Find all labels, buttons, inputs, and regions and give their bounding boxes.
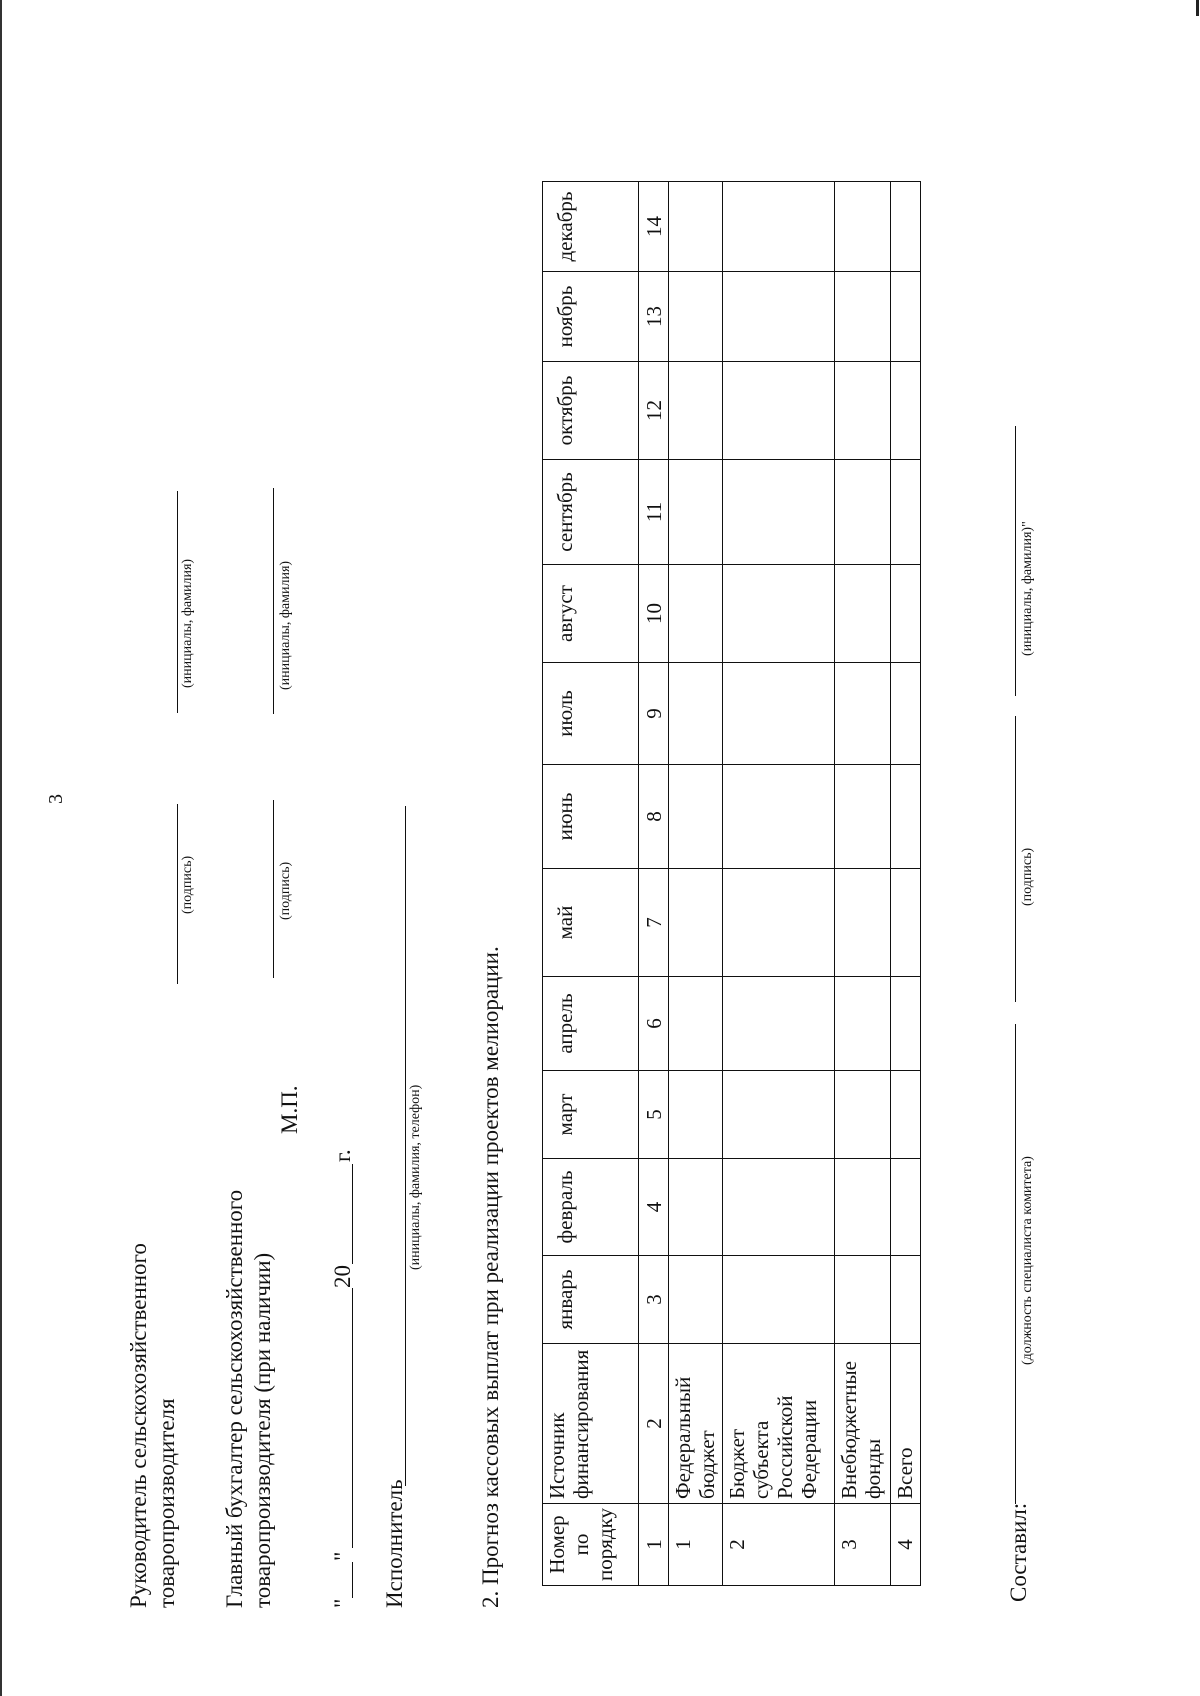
- column-number: 13: [639, 272, 669, 362]
- value-cell: [835, 272, 891, 362]
- head-name-caption: (инициалы, фамилия): [180, 558, 195, 688]
- column-number: 6: [639, 977, 669, 1071]
- value-cell: [835, 1159, 891, 1256]
- head-name-line: [177, 491, 178, 713]
- value-cell: [835, 362, 891, 460]
- column-number: 1: [639, 1504, 669, 1586]
- column-number: 10: [639, 565, 669, 663]
- value-cell: [723, 1159, 835, 1256]
- compiled-position-line: [1015, 1024, 1016, 1504]
- column-number: 5: [639, 1071, 669, 1159]
- executor-label: Исполнитель: [382, 1479, 407, 1608]
- value-cell: [669, 565, 723, 663]
- accountant-sign-line: [273, 800, 274, 978]
- compiled-sign-line: [1015, 716, 1016, 1002]
- compiled-label: Составил:: [1006, 1502, 1031, 1602]
- head-title-line2: товаропроизводителя: [154, 1398, 179, 1608]
- date-month-line: [352, 1288, 353, 1548]
- value-cell: [835, 765, 891, 869]
- value-cell: [723, 1071, 835, 1159]
- payments-forecast-table: [542, 181, 921, 1586]
- executor-line: [405, 806, 406, 1486]
- row-number: 2: [723, 1504, 835, 1586]
- column-number: 14: [639, 182, 669, 272]
- header-cell-march: март: [543, 1071, 639, 1159]
- row-source: Бюджет субъекта Российской Федерации: [723, 1344, 835, 1504]
- value-cell: [723, 663, 835, 765]
- value-cell: [669, 1256, 723, 1344]
- column-number: 11: [639, 460, 669, 565]
- date-year-suffix: г.: [330, 1149, 355, 1162]
- date-quote-close: ": [330, 1551, 355, 1561]
- row-number: 3: [835, 1504, 891, 1586]
- header-cell-april: апрель: [543, 977, 639, 1071]
- header-cell-january: январь: [543, 1256, 639, 1344]
- value-cell: [669, 977, 723, 1071]
- compiled-sign-caption: (подпись): [1020, 847, 1035, 906]
- value-cell: [891, 362, 921, 460]
- compiled-position-caption: (должность специалиста комитета): [1020, 1156, 1035, 1365]
- value-cell: [669, 182, 723, 272]
- row-number: 4: [891, 1504, 921, 1586]
- header-cell-august: август: [543, 565, 639, 663]
- compiled-name-caption: (инициалы, фамилия)": [1020, 521, 1035, 656]
- value-cell: [723, 1256, 835, 1344]
- header-row: [543, 182, 639, 1586]
- accountant-name-line: [273, 488, 274, 714]
- value-cell: [891, 663, 921, 765]
- header-cell-may: май: [543, 869, 639, 977]
- value-cell: [723, 272, 835, 362]
- column-number: 7: [639, 869, 669, 977]
- header-cell-october: октябрь: [543, 362, 639, 460]
- value-cell: [669, 663, 723, 765]
- value-cell: [723, 182, 835, 272]
- section-title: 2. Прогноз кассовых выплат при реализации проектов мелиорации.: [478, 946, 503, 1608]
- page-number: 3: [45, 794, 67, 804]
- value-cell: [891, 565, 921, 663]
- compiled-name-line: [1015, 426, 1016, 696]
- header-cell-source: Источник финансирования: [543, 1344, 639, 1504]
- value-cell: [669, 272, 723, 362]
- value-cell: [835, 1071, 891, 1159]
- value-cell: [669, 1071, 723, 1159]
- value-cell: [723, 565, 835, 663]
- header-cell-december: декабрь: [543, 182, 639, 272]
- date-day-line: [352, 1562, 353, 1598]
- value-cell: [835, 663, 891, 765]
- value-cell: [723, 460, 835, 565]
- table-row: [835, 182, 891, 1586]
- value-cell: [723, 977, 835, 1071]
- head-sign-caption: (подпись): [180, 855, 195, 914]
- value-cell: [669, 869, 723, 977]
- row-number: 1: [669, 1504, 723, 1586]
- date-year-line: [352, 1164, 353, 1264]
- header-cell-number: Номер по порядку: [543, 1504, 639, 1586]
- accountant-title-line2: товаропроизводителя (при наличии): [250, 1252, 275, 1608]
- accountant-sign-caption: (подпись): [278, 861, 293, 920]
- head-sign-line: [177, 804, 178, 984]
- value-cell: [835, 182, 891, 272]
- executor-caption: (инициалы, фамилия, телефон): [408, 1084, 423, 1270]
- value-cell: [891, 1071, 921, 1159]
- value-cell: [891, 460, 921, 565]
- date-quote-open: ": [330, 1598, 355, 1608]
- stamp-label: М.П.: [277, 1085, 302, 1134]
- value-cell: [891, 1256, 921, 1344]
- column-number-row: [639, 182, 669, 1586]
- value-cell: [835, 1256, 891, 1344]
- column-number: 12: [639, 362, 669, 460]
- header-cell-june: июнь: [543, 765, 639, 869]
- value-cell: [835, 869, 891, 977]
- value-cell: [669, 765, 723, 869]
- value-cell: [669, 362, 723, 460]
- value-cell: [891, 1159, 921, 1256]
- header-cell-september: сентябрь: [543, 460, 639, 565]
- value-cell: [723, 869, 835, 977]
- row-source: Внебюджетные фонды: [835, 1344, 891, 1504]
- value-cell: [891, 869, 921, 977]
- value-cell: [669, 460, 723, 565]
- row-source: Федеральный бюджет: [669, 1344, 723, 1504]
- value-cell: [835, 977, 891, 1071]
- head-title-line1: Руководитель сельскохозяйственного: [126, 1243, 151, 1608]
- value-cell: [835, 565, 891, 663]
- column-number: 2: [639, 1344, 669, 1504]
- header-cell-july: июль: [543, 663, 639, 765]
- value-cell: [891, 182, 921, 272]
- table-row: [723, 182, 835, 1586]
- row-source: Всего: [891, 1344, 921, 1504]
- accountant-title-line1: Главный бухгалтер сельскохозяйственного: [222, 1189, 247, 1608]
- column-number: 9: [639, 663, 669, 765]
- column-number: 3: [639, 1256, 669, 1344]
- value-cell: [891, 272, 921, 362]
- column-number: 8: [639, 765, 669, 869]
- column-number: 4: [639, 1159, 669, 1256]
- value-cell: [891, 977, 921, 1071]
- value-cell: [723, 765, 835, 869]
- header-cell-february: февраль: [543, 1159, 639, 1256]
- table-row: [669, 182, 723, 1586]
- date-year-prefix: 20: [330, 1265, 355, 1288]
- value-cell: [723, 362, 835, 460]
- table-row: [891, 182, 921, 1586]
- value-cell: [891, 765, 921, 869]
- header-cell-november: ноябрь: [543, 272, 639, 362]
- value-cell: [835, 460, 891, 565]
- accountant-name-caption: (инициалы, фамилия): [278, 560, 293, 690]
- value-cell: [669, 1159, 723, 1256]
